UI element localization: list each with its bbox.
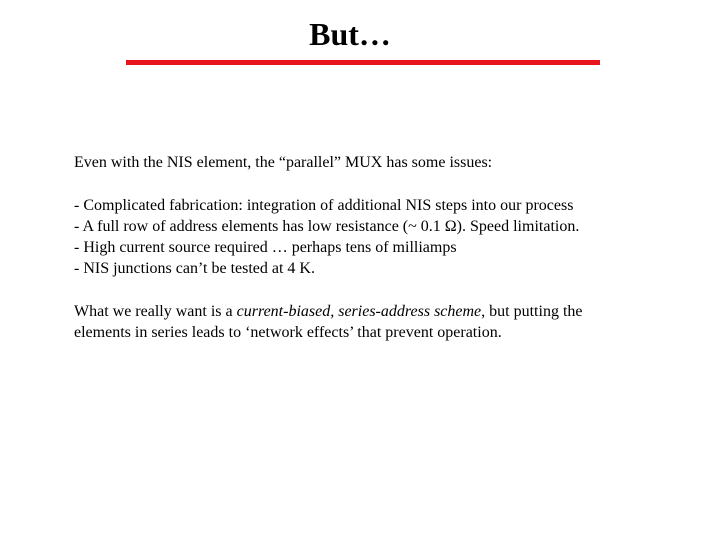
title-underline — [126, 60, 600, 65]
paragraph-spacer — [74, 279, 674, 301]
slide-body — [74, 152, 674, 343]
issue-item-current-source: - High current source required … perhaps tens of milliamps — [74, 239, 457, 256]
conclusion-text-start: What we really want is a — [74, 303, 237, 320]
issue-item-resistance: - A full row of address elements has low resistance (~ 0.1 Ω). Speed limitation. — [74, 218, 580, 235]
paragraph-spacer — [74, 173, 674, 195]
issue-item-fabrication: - Complicated fabrication: integration of additional NIS steps into our process — [74, 197, 574, 214]
conclusion-line-1 — [74, 301, 674, 322]
conclusion-line-2: elements in series leads to ‘network effects’ that prevent operation. — [74, 324, 502, 341]
conclusion-paragraph — [74, 301, 674, 343]
issue-item-testing: - NIS junctions can’t be tested at 4 K. — [74, 260, 315, 277]
issue-list — [74, 195, 674, 279]
intro-text: Even with the NIS element, the “parallel” MUX has some issues: — [74, 154, 493, 171]
conclusion-text-end: , but putting the — [481, 303, 583, 320]
conclusion-emphasis: current-biased, series-address scheme — [236, 303, 482, 320]
slide-title: But… — [309, 16, 391, 52]
